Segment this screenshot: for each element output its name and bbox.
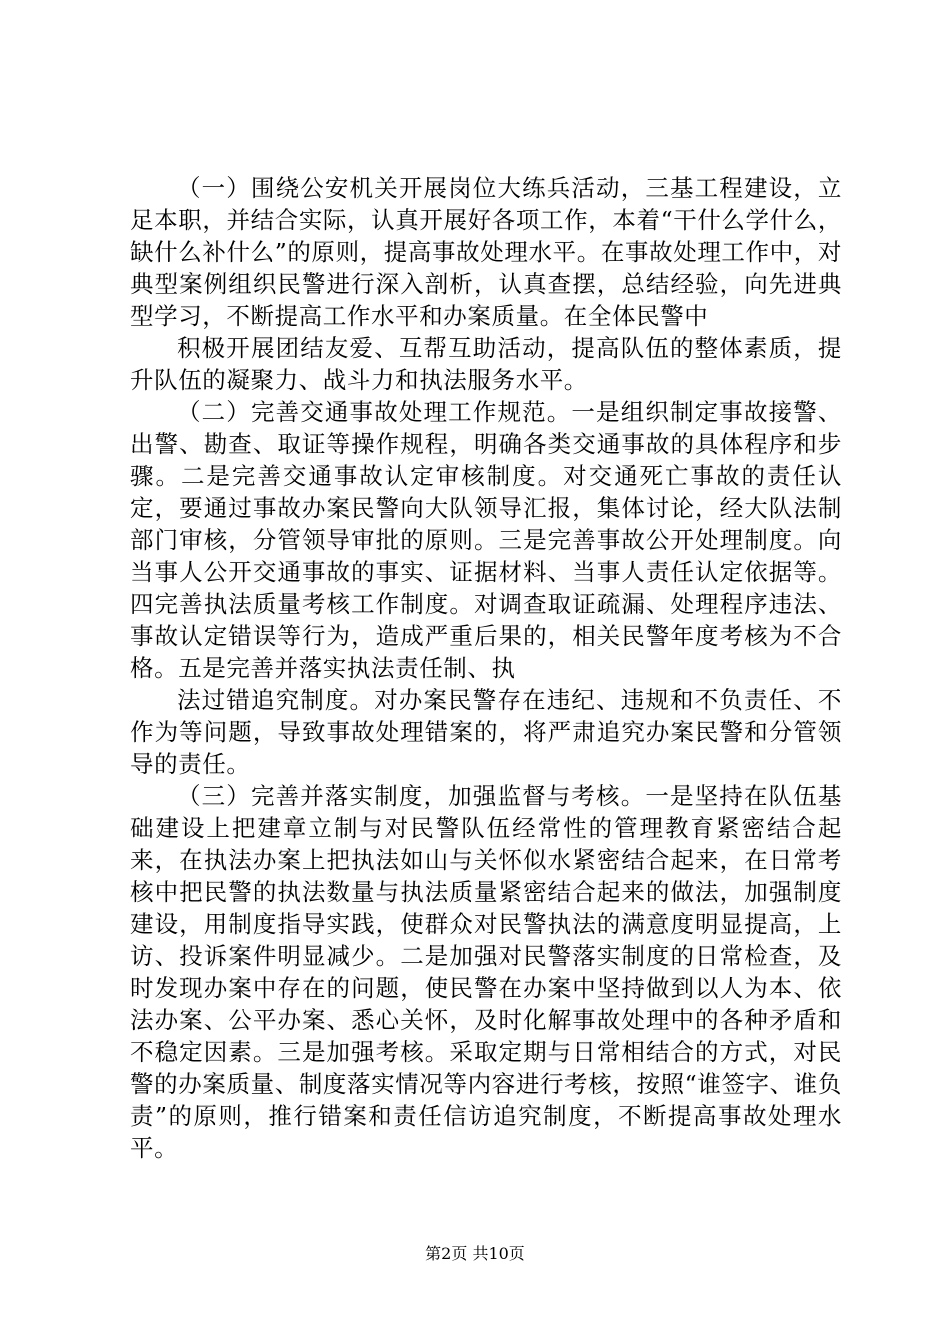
paragraph-5: （三）完善并落实制度，加强监督与考核。一是坚持在队伍基础建设上把建章立制与对民警队伍经常性的管理教育紧密结合起来，在执法办案上把执法如山与关怀似水紧密结合起来，在日常考核中把民警的执法数量与执法质量紧密结合起来的做法，加强制度建设，用制度指导实践，使群众对民警执法的满意度明显提高，上访、投诉案件明显减少。二是加强对民警落实制度的日常检查，及时发现办案中存在的问题，使民警在办案中坚持做到以人为本、依法办案、公平办案、悉心关怀，及时化解事故处理中的各种矛盾和不稳定因素。三是加强考核。采取定期与日常相结合的方式，对民警的办案质量、制度落实情况等内容进行考核，按照“谁签字、谁负责”的原则，推行错案和责任信访追究制度，不断提高事故处理水平。 xyxy=(130,782,842,1162)
paragraph-4: 法过错追究制度。对办案民警存在违纪、违规和不负责任、不作为等问题，导致事故处理错案的，将严肃追究办案民警和分管领导的责任。 xyxy=(130,686,842,778)
paragraph-3: （二）完善交通事故处理工作规范。一是组织制定事故接警、出警、勘查、取证等操作规程，明确各类交通事故的具体程序和步骤。二是完善交通事故认定审核制度。对交通死亡事故的责任认定，要通过事故办案民警向大队领导汇报，集体讨论，经大队法制部门审核，分管领导审批的原则。三是完善事故公开处理制度。向当事人公开交通事故的事实、证据材料、当事人责任认定依据等。四完善执法质量考核工作制度。对调查取证疏漏、处理程序违法、事故认定错误等行为，造成严重后果的，相关民警年度考核为不合格。五是完善并落实执法责任制、执 xyxy=(130,398,842,682)
document-body xyxy=(130,172,842,1164)
paragraph-2: 积极开展团结友爱、互帮互助活动，提高队伍的整体素质，提升队伍的凝聚力、战斗力和执法服务水平。 xyxy=(130,334,842,394)
page-number-footer: 第2页 共10页 xyxy=(425,1244,525,1263)
paragraph-1: （一）围绕公安机关开展岗位大练兵活动，三基工程建设，立足本职，并结合实际，认真开展好各项工作，本着“干什么学什么，缺什么补什么”的原则，提高事故处理水平。在事故处理工作中，对典型案例组织民警进行深入剖析，认真查摆，总结经验，向先进典型学习，不断提高工作水平和办案质量。在全体民警中 xyxy=(130,174,842,330)
